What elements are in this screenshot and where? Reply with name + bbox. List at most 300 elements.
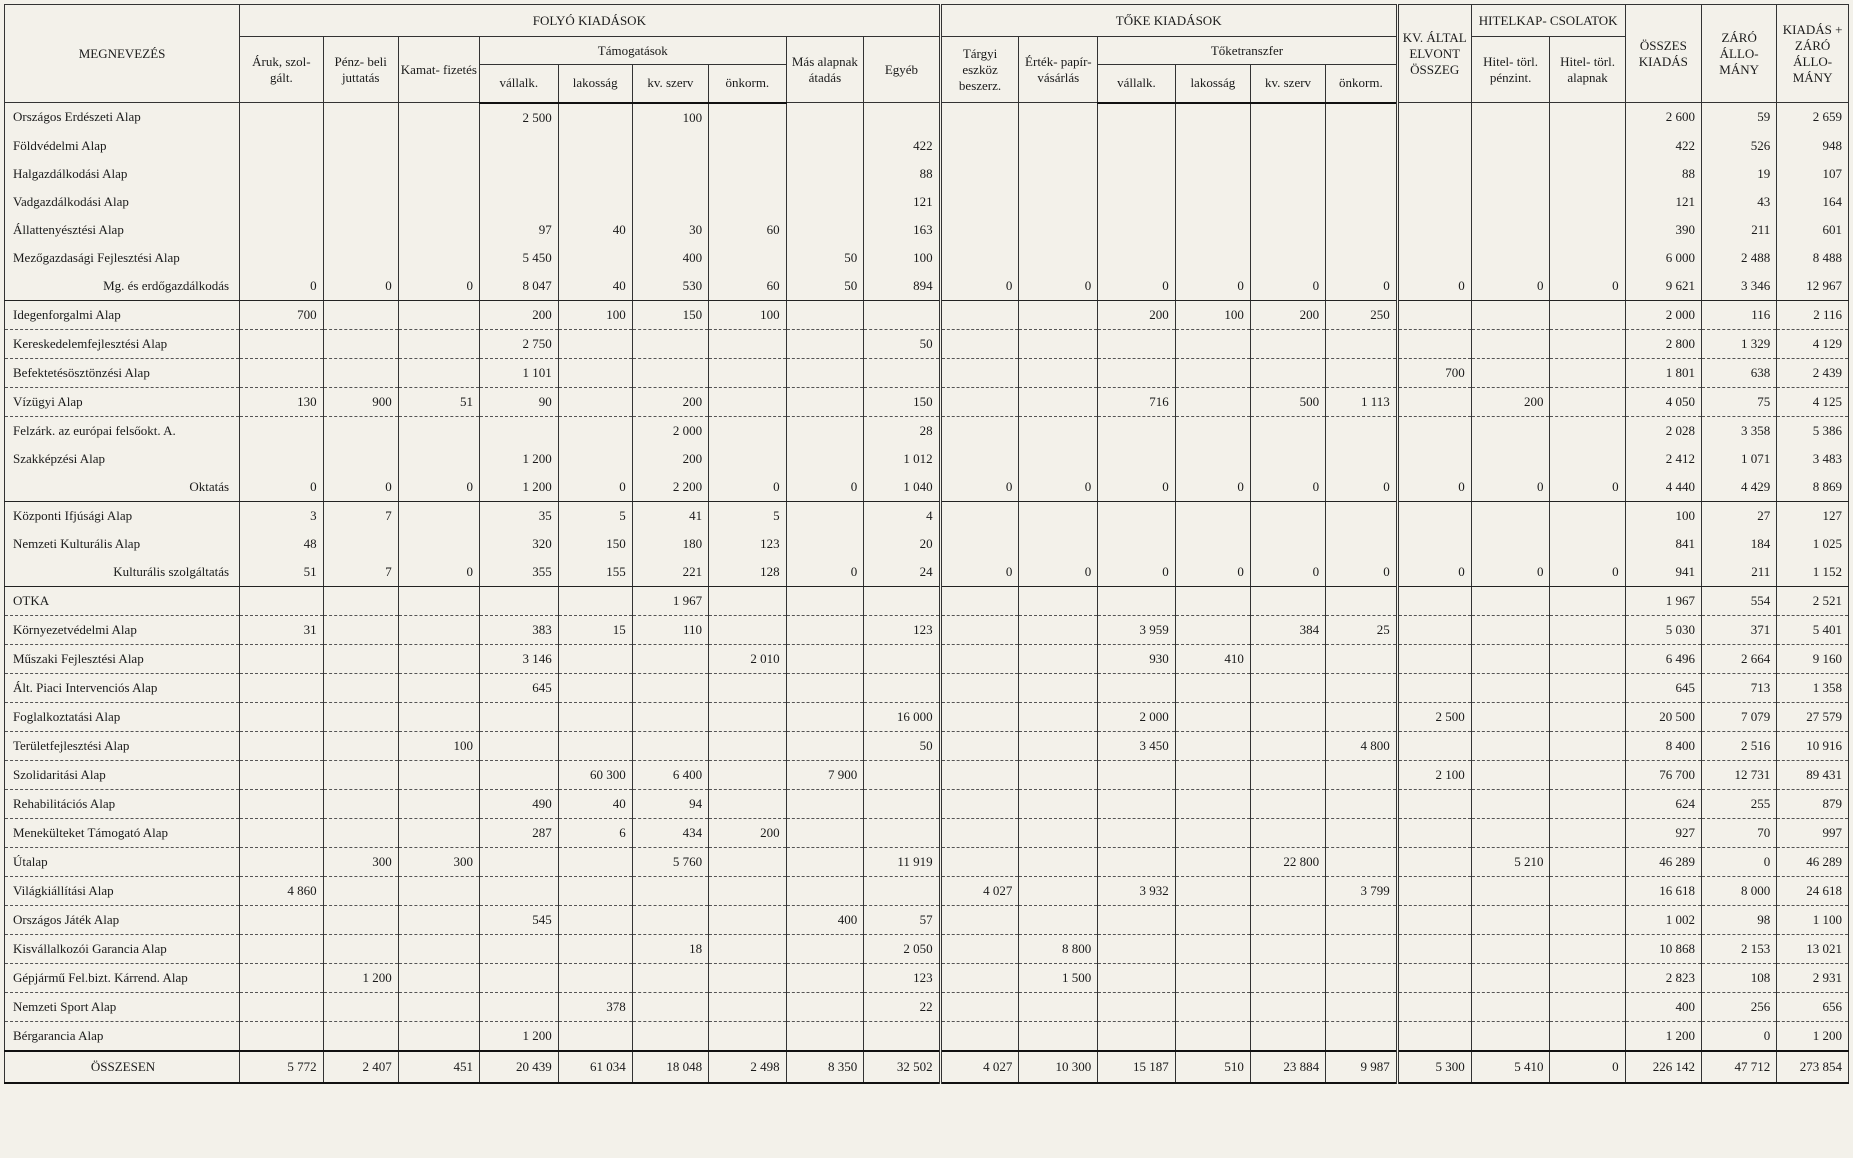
table-cell	[1326, 586, 1398, 615]
table-cell	[1550, 329, 1625, 358]
table-cell	[240, 103, 324, 132]
table-cell	[1471, 445, 1550, 473]
table-cell: 211	[1702, 558, 1777, 587]
row-name: Útalap	[5, 847, 240, 876]
table-cell	[1098, 992, 1176, 1021]
table-row	[5, 358, 1849, 387]
header-hitel-penzint: Hitel- törl. pénzint.	[1471, 37, 1550, 103]
table-cell	[940, 789, 1019, 818]
table-cell	[940, 188, 1019, 216]
table-cell	[632, 644, 708, 673]
table-cell: 624	[1625, 789, 1701, 818]
table-cell	[558, 103, 632, 132]
table-cell	[1397, 501, 1471, 530]
row-name: Bérgarancia Alap	[5, 1021, 240, 1051]
table-cell: 50	[864, 731, 940, 760]
header-toketranszfer: Tőketranszfer	[1098, 37, 1398, 65]
table-cell	[864, 358, 940, 387]
table-cell	[1397, 615, 1471, 644]
table-cell: 9 987	[1326, 1051, 1398, 1083]
row-name: Mezőgazdasági Fejlesztési Alap	[5, 244, 240, 272]
table-cell: 43	[1702, 188, 1777, 216]
table-cell: 0	[1471, 558, 1550, 587]
table-cell	[1326, 188, 1398, 216]
table-cell: 0	[1397, 272, 1471, 301]
table-cell	[240, 586, 324, 615]
table-cell	[786, 416, 864, 445]
table-cell	[1326, 103, 1398, 132]
table-cell: 24 618	[1777, 876, 1849, 905]
table-cell: 123	[864, 615, 940, 644]
table-row	[5, 586, 1849, 615]
table-cell: 10 868	[1625, 934, 1701, 963]
table-cell	[940, 818, 1019, 847]
table-cell	[1098, 934, 1176, 963]
table-cell: 123	[709, 530, 787, 558]
table-cell	[558, 188, 632, 216]
table-cell	[786, 702, 864, 731]
table-cell	[1175, 760, 1250, 789]
table-cell	[1397, 445, 1471, 473]
table-cell	[1250, 992, 1325, 1021]
table-cell: 1 200	[479, 445, 558, 473]
table-cell	[558, 1021, 632, 1051]
table-cell	[1175, 934, 1250, 963]
table-cell: 100	[1175, 300, 1250, 329]
table-cell: 5 401	[1777, 615, 1849, 644]
table-cell: 0	[398, 272, 479, 301]
table-cell: 410	[1175, 644, 1250, 673]
table-cell: 2 000	[632, 416, 708, 445]
table-cell: 2 498	[709, 1051, 787, 1083]
table-cell	[1250, 188, 1325, 216]
table-cell: 8 869	[1777, 473, 1849, 502]
table-cell: 0	[1175, 473, 1250, 502]
table-cell	[1019, 731, 1098, 760]
table-cell: 400	[632, 244, 708, 272]
header-tamogatasok: Támogatások	[479, 37, 786, 65]
table-cell	[1397, 103, 1471, 132]
table-cell	[864, 673, 940, 702]
table-cell	[1550, 702, 1625, 731]
table-cell	[709, 789, 787, 818]
table-cell	[1098, 216, 1176, 244]
table-cell: 76 700	[1625, 760, 1701, 789]
table-cell	[1019, 416, 1098, 445]
table-cell	[1250, 934, 1325, 963]
table-cell: 3 932	[1098, 876, 1176, 905]
table-cell: 150	[864, 387, 940, 416]
table-cell	[1550, 760, 1625, 789]
table-cell: 5 030	[1625, 615, 1701, 644]
row-name: Környezetvédelmi Alap	[5, 615, 240, 644]
table-cell	[323, 445, 398, 473]
table-cell	[479, 847, 558, 876]
table-cell: 2 521	[1777, 586, 1849, 615]
table-row	[5, 789, 1849, 818]
table-cell: 0	[786, 558, 864, 587]
table-cell: 59	[1702, 103, 1777, 132]
table-cell	[1019, 445, 1098, 473]
table-cell: 184	[1702, 530, 1777, 558]
header-toke-onkorm: önkorm.	[1326, 65, 1398, 103]
table-cell: 8 047	[479, 272, 558, 301]
table-cell: 355	[479, 558, 558, 587]
table-cell	[1471, 673, 1550, 702]
table-cell	[1019, 673, 1098, 702]
header-kiadas-zaro: KIADÁS + ZÁRÓ ÁLLO- MÁNY	[1777, 5, 1849, 103]
table-cell	[398, 760, 479, 789]
table-cell: 1 329	[1702, 329, 1777, 358]
table-cell	[240, 789, 324, 818]
table-cell	[1019, 501, 1098, 530]
table-cell: 2 600	[1625, 103, 1701, 132]
table-cell	[1175, 673, 1250, 702]
table-cell: 1 500	[1019, 963, 1098, 992]
table-cell	[1250, 702, 1325, 731]
table-cell	[323, 216, 398, 244]
table-cell: 384	[1250, 615, 1325, 644]
table-cell	[240, 992, 324, 1021]
table-cell: 1 040	[864, 473, 940, 502]
table-cell	[786, 188, 864, 216]
table-cell	[1550, 818, 1625, 847]
table-row	[5, 501, 1849, 530]
table-cell	[864, 1021, 940, 1051]
table-cell: 2 412	[1625, 445, 1701, 473]
table-cell	[709, 1021, 787, 1051]
table-cell	[786, 673, 864, 702]
table-cell	[240, 445, 324, 473]
table-row	[5, 530, 1849, 558]
table-cell: 100	[558, 300, 632, 329]
table-cell	[1326, 934, 1398, 963]
table-cell	[1098, 329, 1176, 358]
table-cell	[1397, 160, 1471, 188]
table-cell	[1471, 586, 1550, 615]
table-cell	[479, 934, 558, 963]
table-cell	[1019, 847, 1098, 876]
table-cell: 273 854	[1777, 1051, 1849, 1083]
table-cell	[709, 387, 787, 416]
table-cell	[1326, 963, 1398, 992]
table-cell	[1326, 329, 1398, 358]
table-cell: 927	[1625, 818, 1701, 847]
table-cell	[240, 702, 324, 731]
table-cell	[1250, 1021, 1325, 1051]
table-cell: 8 488	[1777, 244, 1849, 272]
table-cell: 0	[1250, 558, 1325, 587]
table-cell	[940, 244, 1019, 272]
table-cell: 11 919	[864, 847, 940, 876]
table-cell: 150	[632, 300, 708, 329]
table-cell	[1019, 876, 1098, 905]
table-cell	[1019, 1021, 1098, 1051]
table-cell	[1098, 416, 1176, 445]
table-cell	[1326, 1021, 1398, 1051]
table-cell: 0	[398, 558, 479, 587]
table-cell	[1550, 905, 1625, 934]
table-cell: 1 200	[1777, 1021, 1849, 1051]
table-cell	[240, 160, 324, 188]
table-cell	[240, 818, 324, 847]
table-cell	[940, 905, 1019, 934]
table-cell: 256	[1702, 992, 1777, 1021]
subtotal-row	[5, 473, 1849, 502]
table-cell: 9 160	[1777, 644, 1849, 673]
table-cell	[1397, 530, 1471, 558]
table-cell	[1397, 300, 1471, 329]
table-cell	[786, 132, 864, 160]
header-megnevezes: MEGNEVEZÉS	[5, 5, 240, 103]
table-cell: 0	[1019, 272, 1098, 301]
table-cell: 3 799	[1326, 876, 1398, 905]
row-name: Halgazdálkodási Alap	[5, 160, 240, 188]
subtotal-row	[5, 272, 1849, 301]
table-cell: 0	[1326, 558, 1398, 587]
table-cell	[864, 586, 940, 615]
table-cell: 0	[1550, 272, 1625, 301]
table-cell	[1550, 789, 1625, 818]
table-cell	[1550, 300, 1625, 329]
table-cell	[323, 358, 398, 387]
table-cell	[940, 329, 1019, 358]
table-cell	[1471, 530, 1550, 558]
table-cell	[1550, 358, 1625, 387]
table-cell	[1397, 934, 1471, 963]
table-cell	[558, 329, 632, 358]
table-cell	[1175, 963, 1250, 992]
table-cell	[1175, 586, 1250, 615]
table-cell	[1471, 905, 1550, 934]
table-cell: 32 502	[864, 1051, 940, 1083]
table-cell	[323, 673, 398, 702]
table-cell	[1550, 992, 1625, 1021]
table-cell	[1550, 188, 1625, 216]
row-name: Kisvállalkozói Garancia Alap	[5, 934, 240, 963]
table-cell	[1175, 244, 1250, 272]
table-cell	[1397, 905, 1471, 934]
table-cell: 1 002	[1625, 905, 1701, 934]
table-cell	[398, 615, 479, 644]
table-cell: 4 027	[940, 1051, 1019, 1083]
table-cell	[1471, 760, 1550, 789]
table-cell	[940, 501, 1019, 530]
table-cell: 60	[709, 216, 787, 244]
table-cell	[1250, 103, 1325, 132]
table-cell: 0	[1175, 272, 1250, 301]
table-cell	[1098, 818, 1176, 847]
table-cell	[398, 992, 479, 1021]
table-cell	[1471, 876, 1550, 905]
table-row	[5, 216, 1849, 244]
table-cell	[1326, 992, 1398, 1021]
table-cell	[940, 934, 1019, 963]
table-cell: 6	[558, 818, 632, 847]
table-cell	[323, 818, 398, 847]
table-cell	[632, 963, 708, 992]
table-row	[5, 905, 1849, 934]
table-cell	[709, 992, 787, 1021]
table-cell	[1019, 329, 1098, 358]
table-cell	[398, 132, 479, 160]
table-cell	[632, 1021, 708, 1051]
table-cell	[1471, 818, 1550, 847]
table-cell	[240, 644, 324, 673]
table-cell	[1471, 644, 1550, 673]
table-cell	[479, 132, 558, 160]
table-cell	[398, 329, 479, 358]
table-cell: 2 439	[1777, 358, 1849, 387]
row-name: Rehabilitációs Alap	[5, 789, 240, 818]
table-cell	[323, 644, 398, 673]
table-cell: 0	[1098, 272, 1176, 301]
table-cell	[1250, 501, 1325, 530]
table-cell	[323, 103, 398, 132]
table-cell: 2 931	[1777, 963, 1849, 992]
table-cell	[1326, 702, 1398, 731]
table-cell	[864, 818, 940, 847]
table-cell: 0	[940, 558, 1019, 587]
table-cell: 8 400	[1625, 731, 1701, 760]
table-cell: 7 079	[1702, 702, 1777, 731]
table-cell	[1019, 358, 1098, 387]
table-cell	[786, 1021, 864, 1051]
table-cell	[864, 300, 940, 329]
table-cell	[709, 702, 787, 731]
table-row	[5, 1021, 1849, 1051]
table-cell	[1326, 416, 1398, 445]
table-cell: 200	[1098, 300, 1176, 329]
table-cell	[1175, 615, 1250, 644]
row-name: Vadgazdálkodási Alap	[5, 188, 240, 216]
row-name: Mg. és erdőgazdálkodás	[5, 272, 240, 301]
table-cell: 383	[479, 615, 558, 644]
table-row	[5, 244, 1849, 272]
table-cell	[398, 501, 479, 530]
table-cell	[786, 586, 864, 615]
table-cell: 88	[1625, 160, 1701, 188]
table-cell	[1175, 216, 1250, 244]
table-cell	[864, 103, 940, 132]
table-row	[5, 387, 1849, 416]
table-cell	[1550, 963, 1625, 992]
table-row	[5, 934, 1849, 963]
table-cell	[1326, 501, 1398, 530]
table-cell	[1019, 905, 1098, 934]
table-cell	[786, 329, 864, 358]
table-cell	[709, 760, 787, 789]
table-cell	[940, 530, 1019, 558]
table-cell: 554	[1702, 586, 1777, 615]
table-cell: 6 400	[632, 760, 708, 789]
table-cell	[1471, 1021, 1550, 1051]
table-cell: 10 916	[1777, 731, 1849, 760]
table-cell: 400	[786, 905, 864, 934]
row-name: Oktatás	[5, 473, 240, 502]
table-cell: 320	[479, 530, 558, 558]
row-name: Nemzeti Sport Alap	[5, 992, 240, 1021]
table-cell	[240, 847, 324, 876]
table-cell	[240, 934, 324, 963]
table-cell	[1175, 789, 1250, 818]
row-name: Központi Ifjúsági Alap	[5, 501, 240, 530]
table-cell	[1326, 789, 1398, 818]
table-cell	[1550, 244, 1625, 272]
row-name: Országos Játék Alap	[5, 905, 240, 934]
table-cell	[786, 530, 864, 558]
table-cell	[323, 586, 398, 615]
header-toke-vallalk: vállalk.	[1098, 65, 1176, 103]
table-cell	[398, 1021, 479, 1051]
table-cell	[479, 160, 558, 188]
table-cell	[323, 329, 398, 358]
table-cell: 123	[864, 963, 940, 992]
table-cell: 200	[632, 445, 708, 473]
table-cell: 0	[940, 272, 1019, 301]
header-toke-kvszerv: kv. szerv	[1250, 65, 1325, 103]
table-cell: 2 153	[1702, 934, 1777, 963]
table-cell: 10 300	[1019, 1051, 1098, 1083]
table-cell: 0	[1098, 558, 1176, 587]
table-cell: 0	[1471, 272, 1550, 301]
table-cell	[632, 905, 708, 934]
table-cell	[323, 789, 398, 818]
table-cell	[398, 818, 479, 847]
table-cell: 530	[632, 272, 708, 301]
row-name: Ált. Piaci Intervenciós Alap	[5, 673, 240, 702]
table-cell	[864, 644, 940, 673]
table-cell: 4 125	[1777, 387, 1849, 416]
table-cell	[240, 188, 324, 216]
table-cell	[786, 387, 864, 416]
table-cell: 841	[1625, 530, 1701, 558]
table-cell: 8 350	[786, 1051, 864, 1083]
table-cell	[1471, 329, 1550, 358]
table-cell: 930	[1098, 644, 1176, 673]
table-cell: 0	[1326, 272, 1398, 301]
table-cell: 100	[398, 731, 479, 760]
table-cell	[1326, 760, 1398, 789]
table-cell: 3 483	[1777, 445, 1849, 473]
table-cell	[323, 244, 398, 272]
row-name: Földvédelmi Alap	[5, 132, 240, 160]
table-cell	[1250, 644, 1325, 673]
header-toke-kiadasok: TŐKE KIADÁSOK	[940, 5, 1397, 37]
table-cell: 40	[558, 272, 632, 301]
table-cell	[1471, 216, 1550, 244]
table-cell	[709, 445, 787, 473]
table-cell	[1250, 731, 1325, 760]
table-cell: 3 450	[1098, 731, 1176, 760]
table-row	[5, 416, 1849, 445]
table-cell: 70	[1702, 818, 1777, 847]
table-cell	[709, 934, 787, 963]
table-cell	[864, 760, 940, 789]
table-cell: 0	[786, 473, 864, 502]
table-cell: 638	[1702, 358, 1777, 387]
table-cell: 50	[864, 329, 940, 358]
table-cell	[1098, 445, 1176, 473]
table-cell	[940, 992, 1019, 1021]
table-cell: 0	[1326, 473, 1398, 502]
table-cell: 0	[1019, 473, 1098, 502]
table-cell: 100	[709, 300, 787, 329]
row-name: Szakképzési Alap	[5, 445, 240, 473]
table-cell: 4 050	[1625, 387, 1701, 416]
table-cell	[1019, 188, 1098, 216]
table-cell	[1250, 963, 1325, 992]
